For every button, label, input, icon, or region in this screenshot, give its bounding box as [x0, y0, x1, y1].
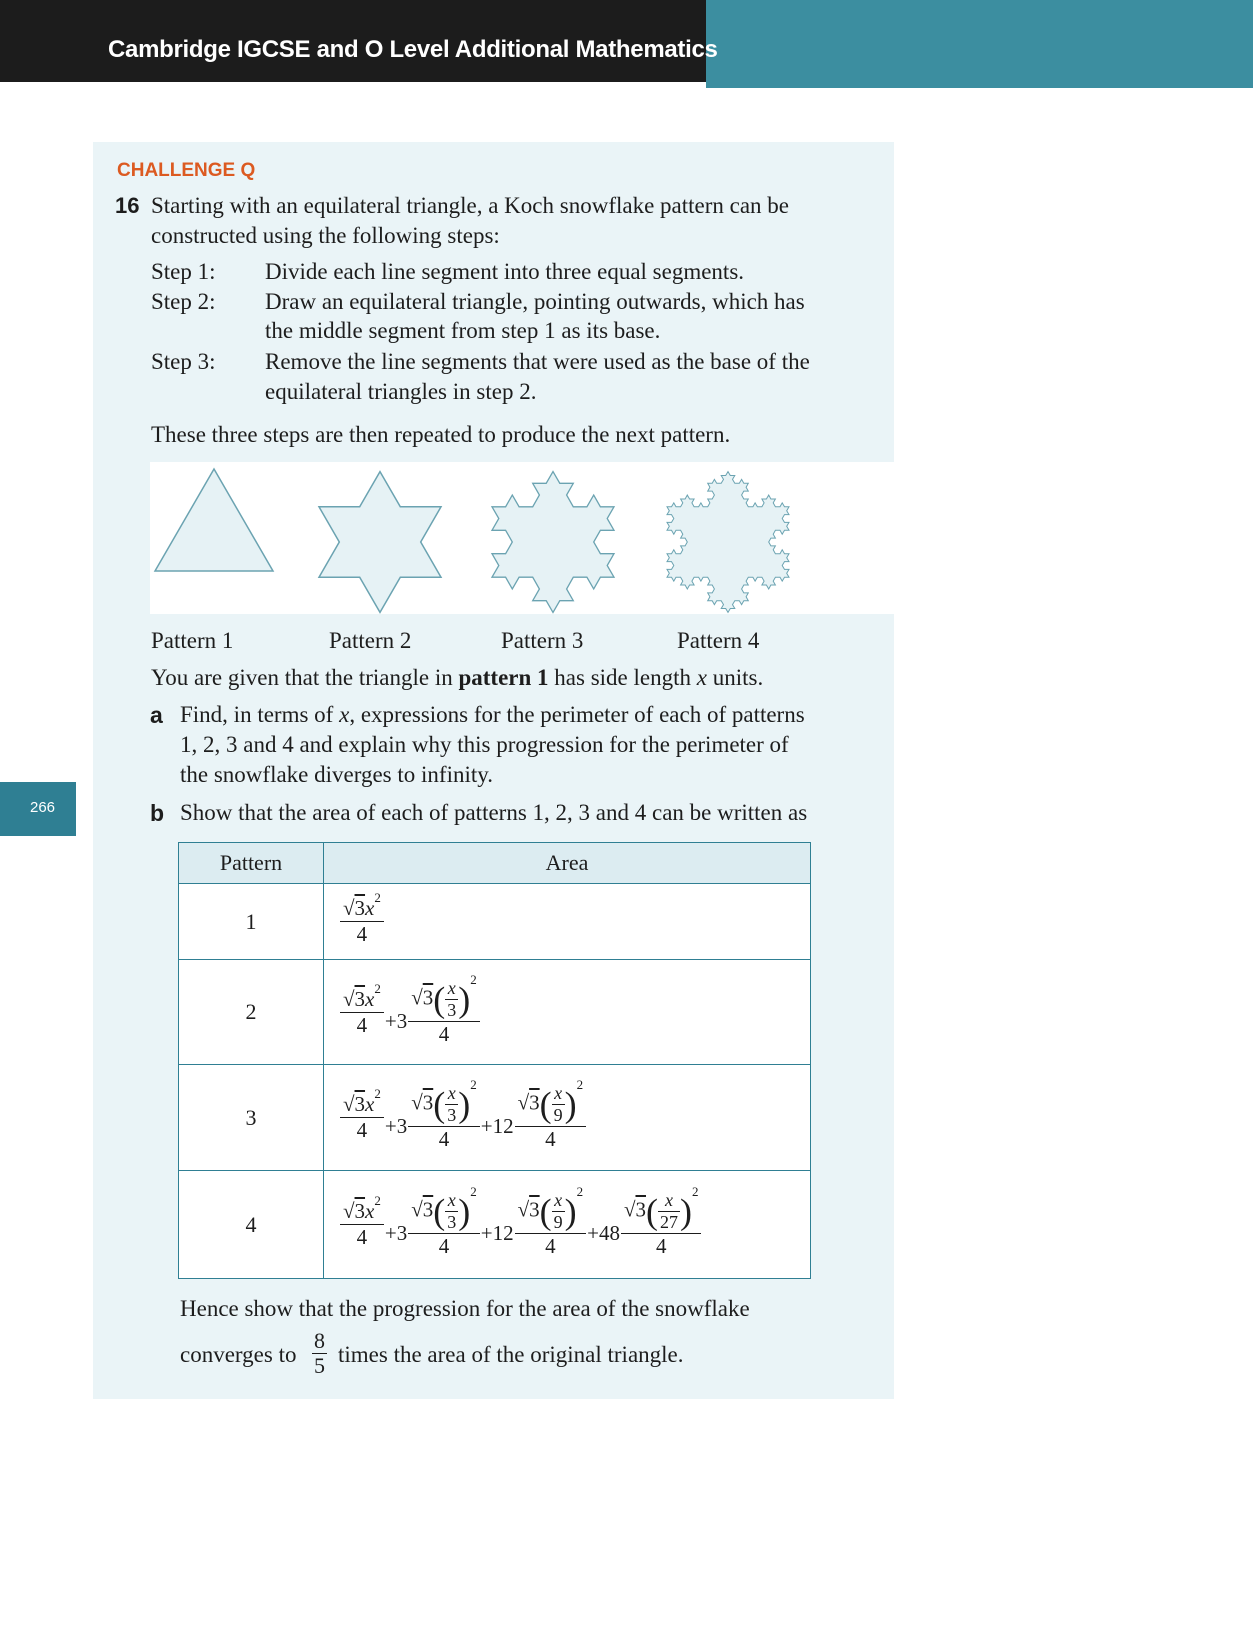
part-b-letter: b [150, 800, 165, 826]
header-area: Area [324, 843, 811, 884]
step-2-label: Step 2: [151, 289, 216, 314]
pattern-2-star [319, 472, 441, 613]
pattern-4-label: Pattern 4 [677, 628, 760, 653]
part-a-letter: a [150, 702, 163, 728]
step-2-text-2: the middle segment from step 1 as its base. [265, 318, 661, 343]
table-row [179, 1065, 811, 1171]
given-text: You are given that the triangle in pattern 1 has side length x units. [151, 665, 764, 690]
pattern-2-label: Pattern 2 [329, 628, 412, 653]
step-3-label: Step 3: [151, 349, 216, 374]
part-a-line-3: the snowflake diverges to infinity. [180, 762, 493, 787]
pattern-4-snowflake [667, 472, 789, 613]
row-1-pattern: 1 [179, 884, 324, 960]
page-number: 266 [30, 799, 56, 816]
header-accent [706, 0, 1253, 88]
row-4-area: $\frac{√3x^2}{4}$ +3 √3( $\frac{x}{3}$ )$^2$ 4 +12 √3( $\frac{x}{9}$ )$^2$ 4 +48 √3( $\frac{x}{27}$ )$^2$ 4 [324, 1171, 811, 1279]
row-4-pattern: 4 [179, 1171, 324, 1279]
book-title: Cambridge IGCSE and O Level Additional Mathematics [108, 36, 718, 63]
step-2-text-1: Draw an equilateral triangle, pointing outwards, which has [265, 289, 805, 314]
table-row [179, 1171, 811, 1279]
eight-fifths-fraction: $\frac{8}{5}$ [314, 1328, 325, 1378]
row-2-area: $\frac{√3x^2}{4}$ +3 √3( $\frac{x}{3}$ )$^2$ 4 [324, 960, 811, 1065]
hence-post: times the area of the original triangle. [338, 1342, 684, 1367]
row-1-area: $\frac{√3x^2}{4}$ [324, 884, 811, 960]
step-1-text: Divide each line segment into three equal segments. [265, 259, 745, 284]
step-3-text-1: Remove the line segments that were used as the base of the [265, 349, 810, 374]
header-pattern: Pattern [179, 843, 324, 884]
part-b-line-1: Show that the area of each of patterns 1, 2, 3 and 4 can be written as [180, 800, 808, 825]
pattern-3-label: Pattern 3 [501, 628, 584, 653]
row-3-pattern: 3 [179, 1065, 324, 1171]
pattern-3-snowflake [492, 472, 614, 613]
challenge-label: CHALLENGE Q [117, 160, 256, 181]
intro-line-1: Starting with an equilateral triangle, a Koch snowflake pattern can be [151, 193, 790, 218]
step-3-text-2: equilateral triangles in step 2. [265, 379, 537, 404]
area-table [178, 842, 811, 1279]
pattern-1-triangle [155, 469, 273, 571]
question-number: 16 [115, 193, 140, 218]
table-row [179, 884, 811, 960]
intro-line-2: constructed using the following steps: [151, 223, 500, 248]
step-1-label: Step 1: [151, 259, 216, 284]
row-2-pattern: 2 [179, 960, 324, 1065]
hence-pre: converges to [180, 1342, 297, 1367]
koch-snowflake-figure [150, 460, 800, 620]
hence-line-1: Hence show that the progression for the area of the snowflake [180, 1296, 750, 1321]
pattern-1-label: Pattern 1 [151, 628, 234, 653]
table-row [179, 960, 811, 1065]
row-3-area: $\frac{√3x^2}{4}$ +3 √3( $\frac{x}{3}$ )$^2$ 4 +12 √3( $\frac{x}{9}$ )$^2$ 4 [324, 1065, 811, 1171]
repeat-text: These three steps are then repeated to produce the next pattern. [151, 422, 731, 447]
part-a-line-1: Find, in terms of x, expressions for the perimeter of each of patterns [180, 702, 805, 727]
table-header-row [179, 843, 811, 884]
part-a-line-2: 1, 2, 3 and 4 and explain why this progression for the perimeter of [180, 732, 789, 757]
